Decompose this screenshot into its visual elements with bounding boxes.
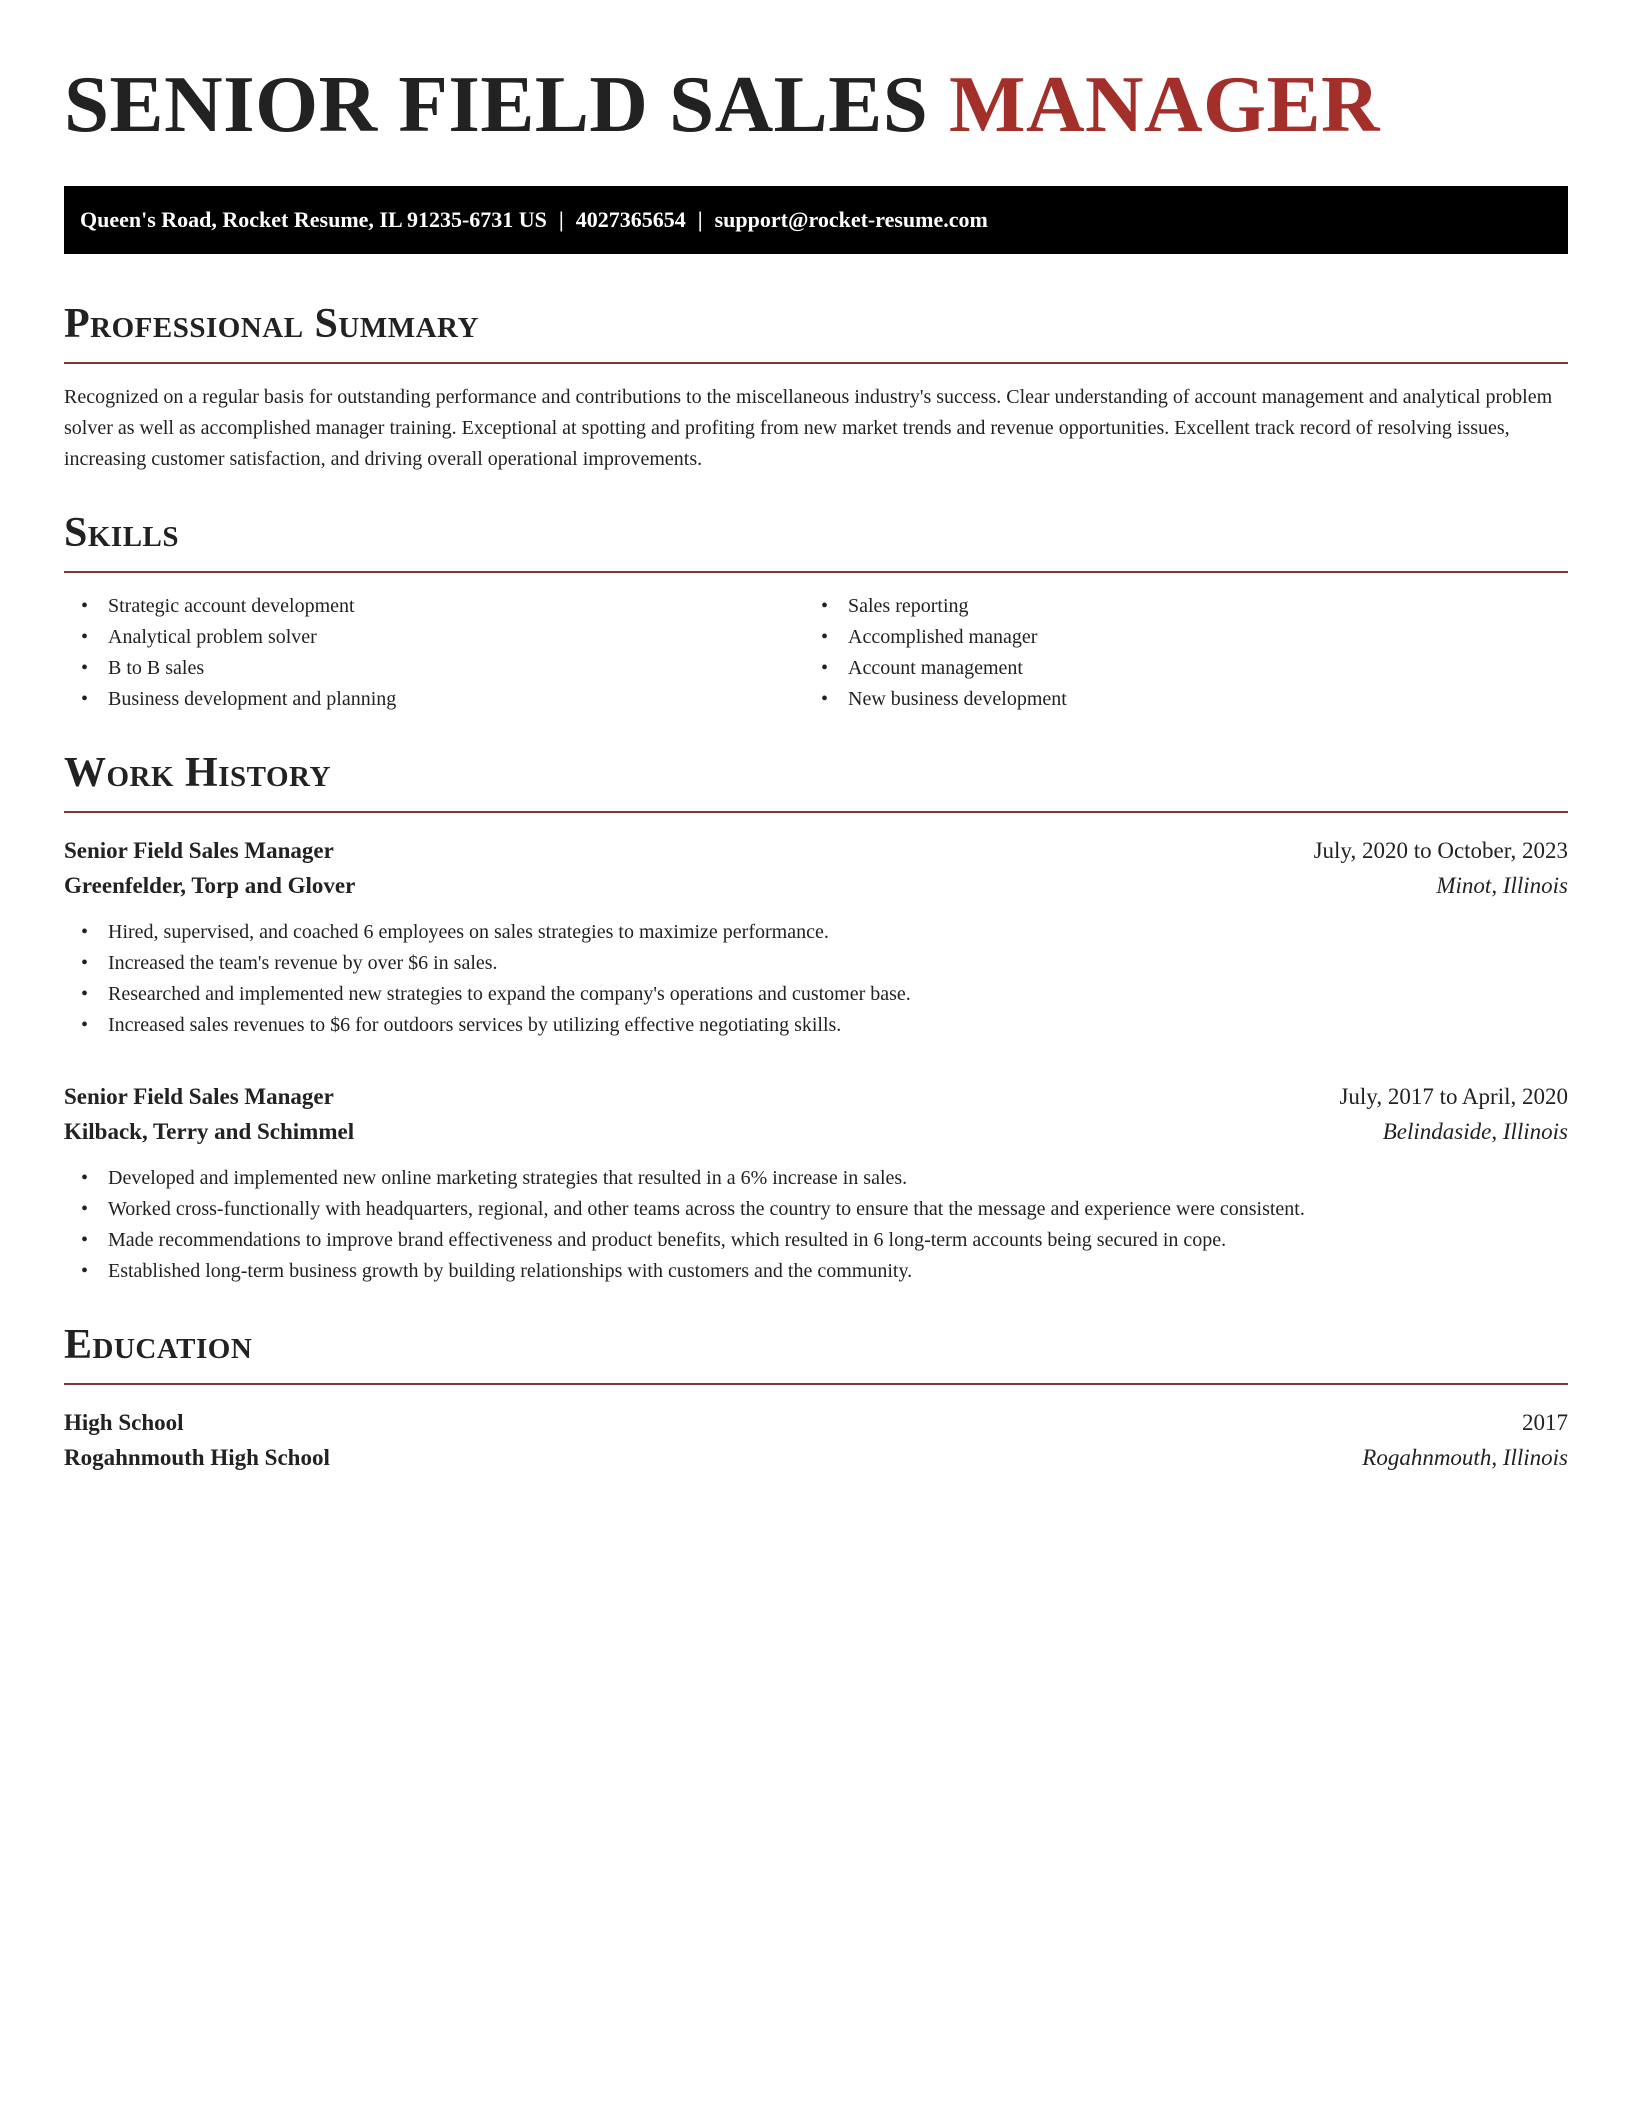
job-entry <box>64 1079 1568 1287</box>
job-bullets <box>64 917 1568 1041</box>
skill-item: • Business development and planning <box>64 684 804 715</box>
work-history-heading: Work History <box>64 750 331 796</box>
job-company: Kilback, Terry and Schimmel <box>64 1119 355 1144</box>
job-bullets <box>64 1163 1568 1287</box>
skill-item: • Analytical problem solver <box>64 622 804 653</box>
skills-section <box>64 505 1568 715</box>
job-bullet: • Made recommendations to improve brand effectiveness and product benefits, which resulted in 6 long-term accounts being secured in cope. <box>64 1225 1568 1256</box>
job-bullet: • Established long-term business growth by building relationships with customers and the community. <box>64 1256 1568 1287</box>
job-bullet: • Hired, supervised, and coached 6 employees on sales strategies to maximize performance. <box>64 917 1568 948</box>
skill-item: • B to B sales <box>64 653 804 684</box>
education-entry <box>64 1405 1568 1475</box>
section-divider <box>64 811 1568 813</box>
section-divider <box>64 1383 1568 1385</box>
section-divider <box>64 362 1568 364</box>
education-school: Rogahnmouth High School <box>64 1445 330 1470</box>
education-school-row <box>64 1440 1568 1475</box>
contact-email: support@rocket-resume.com <box>714 207 988 232</box>
work-history-section <box>64 745 1568 1287</box>
skills-column-right <box>804 591 1544 715</box>
job-title: Senior Field Sales Manager <box>64 838 334 863</box>
job-title: Senior Field Sales Manager <box>64 1084 334 1109</box>
education-heading: Education <box>64 1322 253 1368</box>
job-bullet: • Increased sales revenues to $6 for outdoors services by utilizing effective negotiating skills. <box>64 1010 1568 1041</box>
summary-heading: Professional Summary <box>64 301 479 347</box>
section-divider <box>64 571 1568 573</box>
skill-item: • Accomplished manager <box>804 622 1544 653</box>
job-dates: July, 2017 to April, 2020 <box>1339 1084 1568 1109</box>
skill-item: • Account management <box>804 653 1544 684</box>
education-degree-row <box>64 1405 1568 1440</box>
education-year: 2017 <box>1522 1410 1568 1435</box>
job-company-row <box>64 868 1568 903</box>
job-location: Minot, Illinois <box>1436 873 1568 898</box>
skills-heading: Skills <box>64 510 180 556</box>
job-bullet: • Worked cross-functionally with headquarters, regional, and other teams across the country to ensure that the message and experience were consistent. <box>64 1194 1568 1225</box>
skill-item: • Sales reporting <box>804 591 1544 622</box>
education-degree: High School <box>64 1410 184 1435</box>
education-section <box>64 1317 1568 1475</box>
job-title-row <box>64 1079 1568 1114</box>
skills-column-left <box>64 591 804 715</box>
job-entry <box>64 833 1568 1041</box>
resume-title <box>64 56 1568 152</box>
contact-separator: | <box>697 207 703 232</box>
title-accent: MANAGER <box>949 59 1381 149</box>
title-main: SENIOR FIELD SALES <box>64 59 929 149</box>
job-company: Greenfelder, Torp and Glover <box>64 873 356 898</box>
job-dates: July, 2020 to October, 2023 <box>1313 838 1568 863</box>
contact-bar <box>64 186 1568 254</box>
contact-address: Queen's Road, Rocket Resume, IL 91235-6731 US <box>80 207 547 232</box>
skill-item: • Strategic account development <box>64 591 804 622</box>
job-company-row <box>64 1114 1568 1149</box>
contact-separator: | <box>558 207 564 232</box>
summary-section <box>64 296 1568 475</box>
job-bullet: • Increased the team's revenue by over $6 in sales. <box>64 948 1568 979</box>
job-title-row <box>64 833 1568 868</box>
job-bullet: • Developed and implemented new online marketing strategies that resulted in a 6% increase in sales. <box>64 1163 1568 1194</box>
summary-text: Recognized on a regular basis for outstanding performance and contributions to the miscellaneous industry's success. Clear understanding of account management and analytical problem solver as well as accomplished manager training. Exceptional at spotting and profiting from new market trends and revenue opportunities. Excellent track record of resolving issues, increasing customer satisfaction, and driving overall operational improvements. <box>64 386 1553 470</box>
education-location: Rogahnmouth, Illinois <box>1362 1445 1568 1470</box>
job-location: Belindaside, Illinois <box>1382 1119 1568 1144</box>
contact-phone: 4027365654 <box>575 207 686 232</box>
job-bullet: • Researched and implemented new strategies to expand the company's operations and customer base. <box>64 979 1568 1010</box>
skills-grid <box>64 591 1568 715</box>
skill-item: • New business development <box>804 684 1544 715</box>
